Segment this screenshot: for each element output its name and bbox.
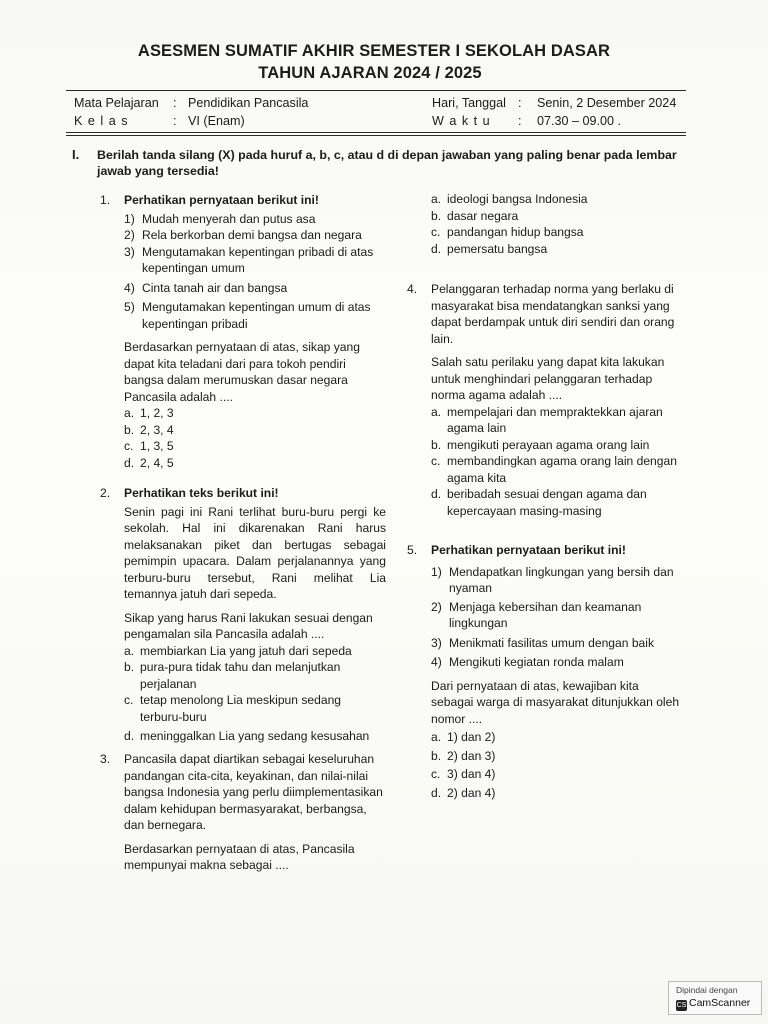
q4-stem: Salah satu perilaku yang dapat kita lakukan untuk menghindari pelanggaran terhadap norma agama adalah ....	[431, 355, 665, 402]
q1-statement-text: Mengutamakan kepentingan umum di atas kepentingan pribadi	[142, 300, 371, 331]
q1-statement-num: 4)	[124, 280, 135, 295]
q1-option-text: 2, 3, 4	[140, 422, 174, 437]
q2-option-letter: a.	[124, 643, 135, 658]
q5-statement	[431, 635, 683, 652]
q5-statement	[431, 599, 683, 632]
q5-statement-text: Menjaga kebersihan dan keamanan lingkungan	[449, 599, 642, 630]
q1-option-c	[124, 438, 386, 455]
q5-option-letter: b.	[431, 748, 442, 763]
q1-statement	[124, 299, 386, 332]
class-colon: :	[173, 114, 177, 128]
time-label: W a k t u	[432, 114, 491, 128]
q1-option-a	[124, 405, 386, 422]
q5-option-c	[431, 766, 683, 783]
q1-title: Perhatikan pernyataan berikut ini!	[124, 193, 319, 207]
q5-title: Perhatikan pernyataan berikut ini!	[431, 543, 626, 557]
q5-statement	[431, 654, 683, 671]
date-value: Senin, 2 Desember 2024	[537, 96, 677, 110]
q1-statement-text: Mengutamakan kepentingan pribadi di atas kepentingan umum	[142, 244, 374, 275]
subject-colon: :	[173, 96, 177, 110]
q2-option-letter: c.	[124, 693, 134, 707]
q1-statement-num: 2)	[124, 228, 135, 242]
q5-statement-num: 2)	[431, 599, 442, 614]
q5-option-b	[431, 748, 683, 765]
q3-block	[124, 751, 386, 874]
q1-option-letter: d.	[124, 455, 135, 470]
q3-option-letter: d.	[431, 241, 442, 256]
section-number: I.	[72, 147, 80, 162]
q1-statement-text: Cinta tanah air dan bangsa	[142, 280, 288, 295]
q3-option-d	[431, 241, 701, 258]
subject-value: Pendidikan Pancasila	[188, 96, 309, 110]
q1-block	[124, 192, 386, 471]
q1-statement-num: 5)	[124, 300, 135, 314]
q2-option-c	[124, 692, 386, 725]
q1-option-letter: c.	[124, 439, 134, 453]
camscanner-watermark	[668, 981, 762, 1015]
q4-option-d	[431, 486, 683, 519]
watermark-caption: Dipindai dengan	[676, 985, 738, 995]
header-rule-bottom	[66, 132, 686, 133]
header-rule-bottom-thin	[66, 135, 686, 136]
q3-option-a	[431, 191, 701, 208]
q2-option-text: pura-pura tidak tahu dan melanjutkan perjalanan	[140, 660, 341, 691]
q5-stem: Dari pernyataan di atas, kewajiban kita sebagai warga di masyarakat ditunjukkan oleh nomor ....	[431, 678, 680, 726]
q1-statement-text: Mudah menyerah dan putus asa	[142, 211, 316, 226]
q3-text: Pancasila dapat diartikan sebagai keseluruhan pandangan cita-cita, keyakinan, dan nilai-nilai bangsa Indonesia yang perlu diimplementasikan dalam kehidupan bermasyarakat, berbangsa, dan bernegara.	[124, 752, 383, 832]
q4-option-text: mempelajari dan mempraktekkan ajaran agama lain	[447, 404, 663, 435]
q5-option-text: 3) dan 4)	[447, 767, 496, 781]
q5-option-a	[431, 729, 683, 746]
q2-option-a	[124, 643, 386, 660]
q3-option-c	[431, 224, 701, 241]
q1-option-text: 1, 3, 5	[140, 439, 174, 453]
q4-option-text: mengikuti perayaan agama orang lain	[447, 437, 650, 452]
q2-stem: Sikap yang harus Rani lakukan sesuai dengan pengamalan sila Pancasila adalah ....	[124, 610, 373, 641]
q1-statement	[124, 211, 386, 228]
q4-option-letter: a.	[431, 404, 442, 419]
q5-statement-text: Menikmati fasilitas umum dengan baik	[449, 635, 655, 650]
q1-statement-text: Rela berkorban demi bangsa dan negara	[142, 228, 362, 242]
time-value: 07.30 – 09.00 .	[537, 114, 622, 128]
q4-option-letter: b.	[431, 437, 442, 452]
q4-number: 4.	[407, 282, 418, 296]
q3-option-text: pandangan hidup bangsa	[447, 225, 584, 239]
q3-option-letter: a.	[431, 192, 442, 206]
watermark-brand	[676, 997, 750, 1011]
q3-option-letter: c.	[431, 225, 441, 239]
q5-statement-num: 3)	[431, 635, 442, 650]
q5-option-text: 2) dan 3)	[447, 748, 496, 763]
date-colon: :	[518, 96, 522, 110]
q5-statement-text: Mengikuti kegiatan ronda malam	[449, 655, 624, 669]
q4-option-c	[431, 453, 683, 486]
q2-text: Senin pagi ini Rani terlihat buru-buru pergi ke sekolah. Hal ini dikarenakan Rani harus melaksanakan piket dan bertugas sebagai pemimpin upacara. Dalam perjalanannya yang terburu-buru tersebut, Rani melihat Lia temannya jatuh dari sepeda.	[124, 504, 386, 601]
q1-statement	[124, 280, 386, 297]
header-rule-top	[66, 90, 686, 91]
q2-title: Perhatikan teks berikut ini!	[124, 486, 279, 500]
q5-statement-text: Mendapatkan lingkungan yang bersih dan nyaman	[449, 564, 674, 595]
q4-option-text: membandingkan agama orang lain dengan agama kita	[447, 454, 677, 485]
q3-option-b	[431, 208, 701, 225]
q1-statement-num: 1)	[124, 211, 135, 226]
q1-statement-num: 3)	[124, 244, 135, 259]
q3-option-text: pemersatu bangsa	[447, 241, 548, 256]
q4-option-b	[431, 437, 683, 454]
subject-label: Mata Pelajaran	[74, 96, 159, 110]
exam-title: ASESMEN SUMATIF AKHIR SEMESTER I SEKOLAH DASAR	[137, 42, 611, 60]
q5-statement-num: 1)	[431, 564, 442, 579]
q1-option-letter: b.	[124, 422, 135, 437]
q1-option-d	[124, 455, 386, 472]
q1-number: 1.	[100, 193, 111, 207]
q1-statement	[124, 244, 386, 277]
q5-option-letter: c.	[431, 767, 441, 781]
q5-option-d	[431, 785, 683, 802]
q1-stem: Berdasarkan pernyataan di atas, sikap yang dapat kita teladani dari para tokoh pendiri bangsa dalam merumuskan dasar negara Pancasila adalah ....	[124, 340, 360, 404]
q2-block	[124, 485, 386, 745]
class-value: VI (Enam)	[188, 114, 245, 128]
q2-option-letter: b.	[124, 660, 135, 674]
q1-statement	[124, 227, 386, 244]
q5-number: 5.	[407, 543, 418, 557]
q1-option-text: 1, 2, 3	[140, 406, 174, 420]
q5-option-text: 2) dan 4)	[447, 785, 496, 800]
q4-option-text: beribadah sesuai dengan agama dan kepercayaan masing-masing	[447, 487, 647, 518]
q3-option-text: dasar negara	[447, 208, 519, 223]
q1-option-text: 2, 4, 5	[140, 455, 174, 470]
watermark-brand-name: CamScanner	[689, 997, 751, 1009]
q2-option-text: membiarkan Lia yang jatuh dari sepeda	[140, 643, 352, 658]
camscanner-logo-icon: CS	[676, 1002, 687, 1009]
q3-options	[431, 191, 701, 257]
q2-number: 2.	[100, 486, 111, 500]
q5-statement	[431, 564, 683, 597]
q3-option-text: ideologi bangsa Indonesia	[447, 192, 588, 206]
section-instruction: Berilah tanda silang (X) pada huruf a, b, c, atau d di depan jawaban yang paling benar pada lembar jawab yang tersedia!	[97, 148, 677, 178]
q5-block	[431, 542, 683, 801]
q3-option-letter: b.	[431, 208, 442, 223]
q2-option-d	[124, 728, 386, 745]
q1-option-b	[124, 422, 386, 439]
q2-option-b	[124, 659, 386, 692]
exam-year: TAHUN AJARAN 2024 / 2025	[258, 64, 482, 82]
q5-statement-num: 4)	[431, 655, 442, 669]
q3-number: 3.	[100, 752, 111, 766]
q4-text: Pelanggaran terhadap norma yang berlaku di masyarakat bisa mendatangkan sanksi yang dapat berdampak untuk diri sendiri dan orang lain.	[431, 282, 675, 346]
class-label: K e l a s	[74, 114, 129, 128]
date-label: Hari, Tanggal	[432, 96, 506, 110]
time-colon: :	[518, 114, 522, 128]
q5-option-letter: a.	[431, 730, 442, 744]
q5-option-letter: d.	[431, 785, 442, 800]
q3-stem: Berdasarkan pernyataan di atas, Pancasila mempunyai makna sebagai ....	[124, 841, 355, 872]
q1-option-letter: a.	[124, 406, 135, 420]
q5-option-text: 1) dan 2)	[447, 730, 496, 744]
q4-option-letter: d.	[431, 487, 442, 501]
q2-option-text: meninggalkan Lia yang sedang kesusahan	[140, 729, 370, 743]
q2-option-text: tetap menolong Lia meskipun sedang terburu-buru	[140, 693, 342, 724]
q4-option-a	[431, 404, 683, 437]
q4-block	[431, 281, 683, 519]
q2-option-letter: d.	[124, 729, 135, 743]
q4-option-letter: c.	[431, 454, 441, 468]
